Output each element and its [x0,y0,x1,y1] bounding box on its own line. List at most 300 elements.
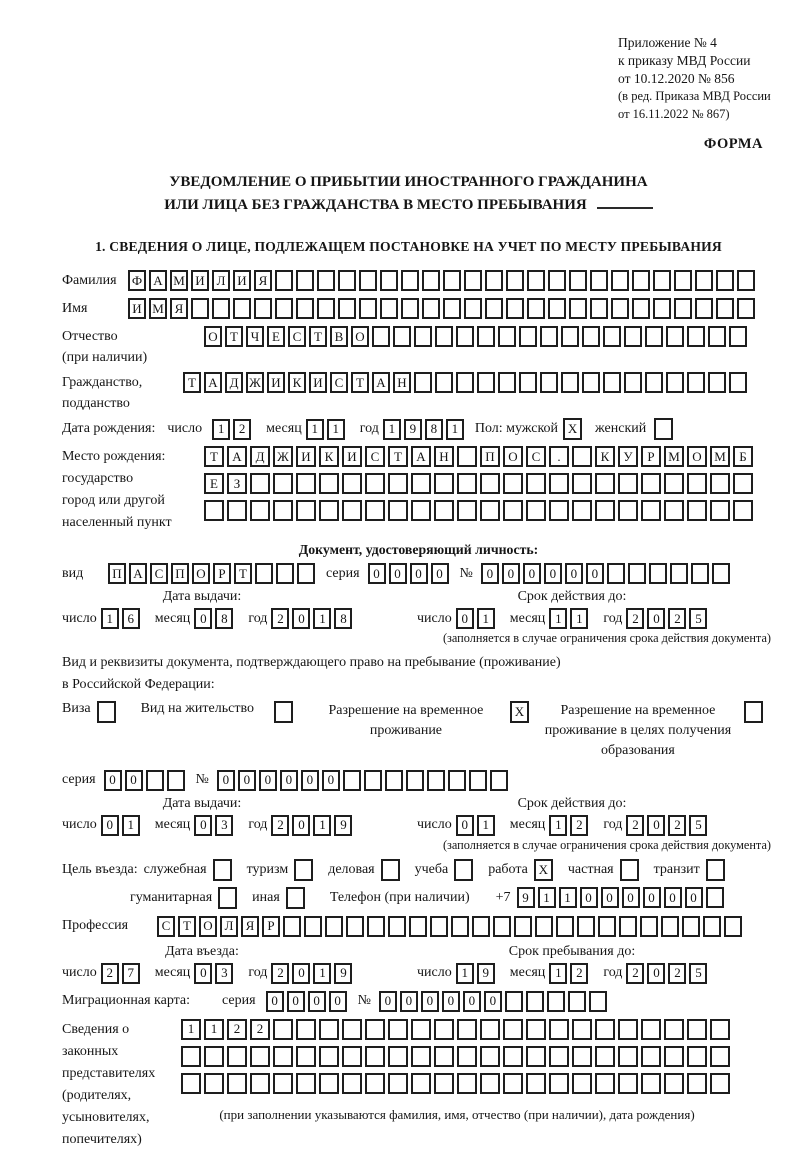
char-cell[interactable] [710,473,730,494]
char-cell[interactable]: 1 [477,815,495,836]
char-cell[interactable]: 0 [125,770,143,791]
char-cell[interactable] [296,1046,316,1067]
char-cell[interactable]: 0 [544,563,562,584]
char-cell[interactable]: 0 [643,887,661,908]
char-cell[interactable] [548,298,566,319]
char-cell[interactable] [227,500,247,521]
purpose-work-checkbox[interactable] [534,859,556,881]
char-cell[interactable] [737,270,755,291]
char-cell[interactable]: 0 [194,963,212,984]
migration-number-cells[interactable] [379,991,610,1012]
char-cell[interactable]: О [687,446,707,467]
visa-checkbox[interactable] [97,701,119,723]
char-cell[interactable] [526,1046,546,1067]
char-cell[interactable]: 0 [287,991,305,1012]
char-cell[interactable] [388,1046,408,1067]
char-cell[interactable] [503,1046,523,1067]
char-cell[interactable] [687,1046,707,1067]
char-cell[interactable] [435,326,453,347]
char-cell[interactable] [319,1073,339,1094]
char-cell[interactable] [603,326,621,347]
char-cell[interactable] [666,372,684,393]
char-cell[interactable] [273,1046,293,1067]
char-cell[interactable] [296,1019,316,1040]
char-cell[interactable]: . [549,446,569,467]
char-cell[interactable] [275,298,293,319]
char-cell[interactable] [414,372,432,393]
char-cell[interactable] [365,1073,385,1094]
char-cell[interactable] [706,859,725,881]
char-cell[interactable] [480,1019,500,1040]
char-cell[interactable] [274,701,293,723]
char-cell[interactable]: 0 [266,991,284,1012]
char-cell[interactable] [411,473,431,494]
given-name-cells[interactable] [128,298,758,319]
char-cell[interactable] [457,1073,477,1094]
char-cell[interactable]: С [150,563,168,584]
char-cell[interactable] [710,1046,730,1067]
birth-year-cells[interactable] [383,419,467,440]
char-cell[interactable]: Н [393,372,411,393]
char-cell[interactable]: 1 [549,963,567,984]
char-cell[interactable] [514,916,532,937]
char-cell[interactable]: 1 [549,608,567,629]
char-cell[interactable] [204,1046,224,1067]
char-cell[interactable] [611,298,629,319]
char-cell[interactable]: Р [641,446,661,467]
char-cell[interactable] [191,298,209,319]
char-cell[interactable] [548,270,566,291]
char-cell[interactable] [653,298,671,319]
char-cell[interactable]: 9 [477,963,495,984]
char-cell[interactable] [250,1046,270,1067]
char-cell[interactable] [250,1073,270,1094]
char-cell[interactable] [595,500,615,521]
char-cell[interactable]: 1 [383,419,401,440]
char-cell[interactable]: П [480,446,500,467]
char-cell[interactable]: 0 [379,991,397,1012]
char-cell[interactable] [380,270,398,291]
char-cell[interactable]: 9 [404,419,422,440]
char-cell[interactable] [411,1019,431,1040]
char-cell[interactable] [628,563,646,584]
char-cell[interactable] [729,326,747,347]
char-cell[interactable] [319,473,339,494]
char-cell[interactable] [572,1073,592,1094]
char-cell[interactable]: Ж [246,372,264,393]
char-cell[interactable]: 0 [217,770,235,791]
doc-issue-year-cells[interactable] [271,608,355,629]
char-cell[interactable] [687,500,707,521]
char-cell[interactable]: 3 [215,963,233,984]
char-cell[interactable] [712,563,730,584]
char-cell[interactable]: X [563,418,582,440]
char-cell[interactable] [250,473,270,494]
residence-issue-day-cells[interactable] [101,815,143,836]
char-cell[interactable] [716,270,734,291]
doc-expiry-year-cells[interactable] [626,608,710,629]
char-cell[interactable]: 0 [601,887,619,908]
char-cell[interactable] [695,270,713,291]
char-cell[interactable] [547,991,565,1012]
char-cell[interactable] [618,500,638,521]
char-cell[interactable] [503,1019,523,1040]
char-cell[interactable] [388,1073,408,1094]
char-cell[interactable] [365,1019,385,1040]
char-cell[interactable]: 2 [271,608,289,629]
char-cell[interactable]: 1 [559,887,577,908]
char-cell[interactable] [385,770,403,791]
char-cell[interactable] [388,473,408,494]
char-cell[interactable] [296,298,314,319]
temp-residence-checkbox[interactable] [510,701,532,723]
char-cell[interactable]: А [204,372,222,393]
char-cell[interactable] [367,916,385,937]
char-cell[interactable] [338,298,356,319]
phone-cells[interactable] [517,887,727,908]
char-cell[interactable]: Т [178,916,196,937]
char-cell[interactable] [527,270,545,291]
char-cell[interactable] [480,473,500,494]
char-cell[interactable] [296,473,316,494]
char-cell[interactable] [388,1019,408,1040]
entry-day-cells[interactable] [101,963,143,984]
char-cell[interactable] [519,372,537,393]
char-cell[interactable] [457,1046,477,1067]
char-cell[interactable] [654,418,673,440]
char-cell[interactable]: К [288,372,306,393]
char-cell[interactable]: 0 [647,815,665,836]
char-cell[interactable] [568,991,586,1012]
char-cell[interactable]: 0 [664,887,682,908]
char-cell[interactable]: Я [254,270,272,291]
char-cell[interactable]: 0 [622,887,640,908]
char-cell[interactable] [632,298,650,319]
char-cell[interactable] [380,298,398,319]
char-cell[interactable] [595,1019,615,1040]
char-cell[interactable]: 0 [400,991,418,1012]
char-cell[interactable]: 0 [456,608,474,629]
char-cell[interactable] [664,500,684,521]
char-cell[interactable] [469,770,487,791]
char-cell[interactable] [181,1046,201,1067]
char-cell[interactable]: У [618,446,638,467]
migration-series-cells[interactable] [266,991,350,1012]
char-cell[interactable]: 0 [410,563,428,584]
char-cell[interactable]: 1 [212,419,230,440]
char-cell[interactable] [457,500,477,521]
char-cell[interactable] [411,500,431,521]
char-cell[interactable] [691,563,709,584]
char-cell[interactable]: X [510,701,529,723]
char-cell[interactable] [275,270,293,291]
char-cell[interactable]: X [534,859,553,881]
char-cell[interactable]: Л [212,270,230,291]
char-cell[interactable] [456,326,474,347]
residence-series-cells[interactable] [104,770,188,791]
char-cell[interactable] [359,270,377,291]
char-cell[interactable] [641,473,661,494]
char-cell[interactable]: 0 [456,815,474,836]
char-cell[interactable] [687,326,705,347]
char-cell[interactable] [97,701,116,723]
char-cell[interactable] [227,1073,247,1094]
char-cell[interactable]: Т [388,446,408,467]
char-cell[interactable] [708,326,726,347]
char-cell[interactable]: 2 [233,419,251,440]
char-cell[interactable] [687,473,707,494]
char-cell[interactable]: 2 [668,963,686,984]
char-cell[interactable] [526,991,544,1012]
char-cell[interactable]: С [330,372,348,393]
char-cell[interactable]: Д [225,372,243,393]
birthplace-line3-cells[interactable] [204,500,756,521]
char-cell[interactable] [674,298,692,319]
char-cell[interactable]: К [319,446,339,467]
char-cell[interactable] [480,500,500,521]
char-cell[interactable] [540,372,558,393]
residence-permit-checkbox[interactable] [274,701,296,723]
char-cell[interactable]: О [192,563,210,584]
doc-series-cells[interactable] [368,563,452,584]
char-cell[interactable] [319,500,339,521]
char-cell[interactable]: 1 [313,963,331,984]
char-cell[interactable] [296,270,314,291]
char-cell[interactable] [493,916,511,937]
char-cell[interactable]: 0 [463,991,481,1012]
char-cell[interactable] [464,270,482,291]
char-cell[interactable] [365,500,385,521]
char-cell[interactable] [393,326,411,347]
char-cell[interactable] [618,473,638,494]
char-cell[interactable]: Е [267,326,285,347]
char-cell[interactable] [572,473,592,494]
char-cell[interactable] [342,473,362,494]
char-cell[interactable] [618,1019,638,1040]
char-cell[interactable] [589,991,607,1012]
char-cell[interactable]: 1 [477,608,495,629]
char-cell[interactable] [503,473,523,494]
char-cell[interactable]: 0 [586,563,604,584]
char-cell[interactable]: 0 [442,991,460,1012]
char-cell[interactable] [233,298,251,319]
char-cell[interactable]: Б [733,446,753,467]
char-cell[interactable]: С [288,326,306,347]
char-cell[interactable]: 0 [431,563,449,584]
char-cell[interactable]: М [664,446,684,467]
char-cell[interactable]: 0 [104,770,122,791]
char-cell[interactable]: 1 [101,608,119,629]
char-cell[interactable] [485,298,503,319]
char-cell[interactable] [620,859,639,881]
char-cell[interactable]: 2 [668,608,686,629]
char-cell[interactable] [687,1073,707,1094]
char-cell[interactable]: 0 [368,563,386,584]
char-cell[interactable]: 0 [101,815,119,836]
char-cell[interactable] [729,372,747,393]
char-cell[interactable]: Е [204,473,224,494]
char-cell[interactable]: М [710,446,730,467]
char-cell[interactable]: Н [434,446,454,467]
char-cell[interactable]: 0 [502,563,520,584]
char-cell[interactable] [549,1073,569,1094]
char-cell[interactable]: З [227,473,247,494]
char-cell[interactable]: М [170,270,188,291]
char-cell[interactable]: А [149,270,167,291]
char-cell[interactable]: Т [225,326,243,347]
char-cell[interactable] [724,916,742,937]
char-cell[interactable] [273,473,293,494]
char-cell[interactable] [641,1019,661,1040]
entry-year-cells[interactable] [271,963,355,984]
char-cell[interactable]: А [372,372,390,393]
purpose-other-checkbox[interactable] [286,887,308,909]
char-cell[interactable] [556,916,574,937]
char-cell[interactable] [464,298,482,319]
char-cell[interactable] [364,770,382,791]
birth-day-cells[interactable] [212,419,254,440]
char-cell[interactable] [582,326,600,347]
char-cell[interactable]: 9 [517,887,535,908]
char-cell[interactable] [710,1073,730,1094]
char-cell[interactable] [561,326,579,347]
char-cell[interactable] [388,500,408,521]
char-cell[interactable]: 2 [626,608,644,629]
guardians-line3-cells[interactable] [181,1073,733,1094]
char-cell[interactable]: 1 [204,1019,224,1040]
char-cell[interactable] [624,326,642,347]
char-cell[interactable] [687,372,705,393]
char-cell[interactable]: 1 [456,963,474,984]
char-cell[interactable]: 0 [238,770,256,791]
char-cell[interactable] [706,887,724,908]
char-cell[interactable] [343,770,361,791]
char-cell[interactable]: 2 [570,963,588,984]
char-cell[interactable]: Д [250,446,270,467]
char-cell[interactable] [572,1046,592,1067]
char-cell[interactable] [526,473,546,494]
char-cell[interactable]: 0 [194,608,212,629]
char-cell[interactable] [401,270,419,291]
char-cell[interactable] [737,298,755,319]
char-cell[interactable]: П [108,563,126,584]
char-cell[interactable]: И [342,446,362,467]
char-cell[interactable] [645,326,663,347]
char-cell[interactable] [549,473,569,494]
char-cell[interactable] [411,1073,431,1094]
char-cell[interactable]: 0 [389,563,407,584]
char-cell[interactable] [297,563,315,584]
purpose-business-checkbox[interactable] [381,859,403,881]
char-cell[interactable] [503,1073,523,1094]
char-cell[interactable] [457,1019,477,1040]
char-cell[interactable] [286,887,305,909]
char-cell[interactable] [319,1019,339,1040]
char-cell[interactable]: А [129,563,147,584]
char-cell[interactable] [744,701,763,723]
char-cell[interactable] [661,916,679,937]
char-cell[interactable]: 2 [271,963,289,984]
char-cell[interactable] [276,563,294,584]
char-cell[interactable]: К [595,446,615,467]
char-cell[interactable] [296,500,316,521]
char-cell[interactable]: Р [213,563,231,584]
char-cell[interactable] [381,859,400,881]
stay-month-cells[interactable] [549,963,591,984]
char-cell[interactable] [480,1046,500,1067]
char-cell[interactable] [434,1046,454,1067]
char-cell[interactable] [430,916,448,937]
char-cell[interactable]: И [309,372,327,393]
char-cell[interactable] [213,859,232,881]
char-cell[interactable]: 0 [523,563,541,584]
birthplace-line2-cells[interactable] [204,473,756,494]
char-cell[interactable]: Л [220,916,238,937]
char-cell[interactable] [427,770,445,791]
char-cell[interactable]: 1 [306,419,324,440]
char-cell[interactable]: 0 [484,991,502,1012]
char-cell[interactable] [710,1019,730,1040]
char-cell[interactable]: 1 [538,887,556,908]
char-cell[interactable] [434,1019,454,1040]
char-cell[interactable] [218,887,237,909]
char-cell[interactable] [572,1019,592,1040]
char-cell[interactable]: Т [204,446,224,467]
char-cell[interactable]: 2 [570,815,588,836]
char-cell[interactable]: 0 [292,963,310,984]
char-cell[interactable] [372,326,390,347]
char-cell[interactable] [561,372,579,393]
char-cell[interactable]: С [365,446,385,467]
char-cell[interactable]: 0 [322,770,340,791]
char-cell[interactable]: 2 [626,963,644,984]
char-cell[interactable] [641,1073,661,1094]
surname-cells[interactable] [128,270,758,291]
purpose-study-checkbox[interactable] [454,859,476,881]
char-cell[interactable] [434,473,454,494]
char-cell[interactable] [342,1046,362,1067]
char-cell[interactable] [569,298,587,319]
char-cell[interactable] [435,372,453,393]
char-cell[interactable]: 8 [425,419,443,440]
char-cell[interactable] [457,473,477,494]
char-cell[interactable]: 0 [292,815,310,836]
char-cell[interactable]: Я [241,916,259,937]
char-cell[interactable] [254,298,272,319]
char-cell[interactable] [664,1046,684,1067]
char-cell[interactable]: И [128,298,146,319]
char-cell[interactable] [549,500,569,521]
char-cell[interactable] [703,916,721,937]
char-cell[interactable] [250,500,270,521]
doc-number-cells[interactable] [481,563,733,584]
char-cell[interactable] [443,298,461,319]
char-cell[interactable] [640,916,658,937]
char-cell[interactable] [595,1073,615,1094]
char-cell[interactable] [204,500,224,521]
char-cell[interactable] [317,298,335,319]
char-cell[interactable] [549,1019,569,1040]
residence-expiry-day-cells[interactable] [456,815,498,836]
char-cell[interactable] [365,1046,385,1067]
char-cell[interactable] [498,326,516,347]
char-cell[interactable] [212,298,230,319]
char-cell[interactable] [325,916,343,937]
char-cell[interactable] [434,500,454,521]
char-cell[interactable]: 0 [194,815,212,836]
char-cell[interactable] [283,916,301,937]
doc-issue-day-cells[interactable] [101,608,143,629]
